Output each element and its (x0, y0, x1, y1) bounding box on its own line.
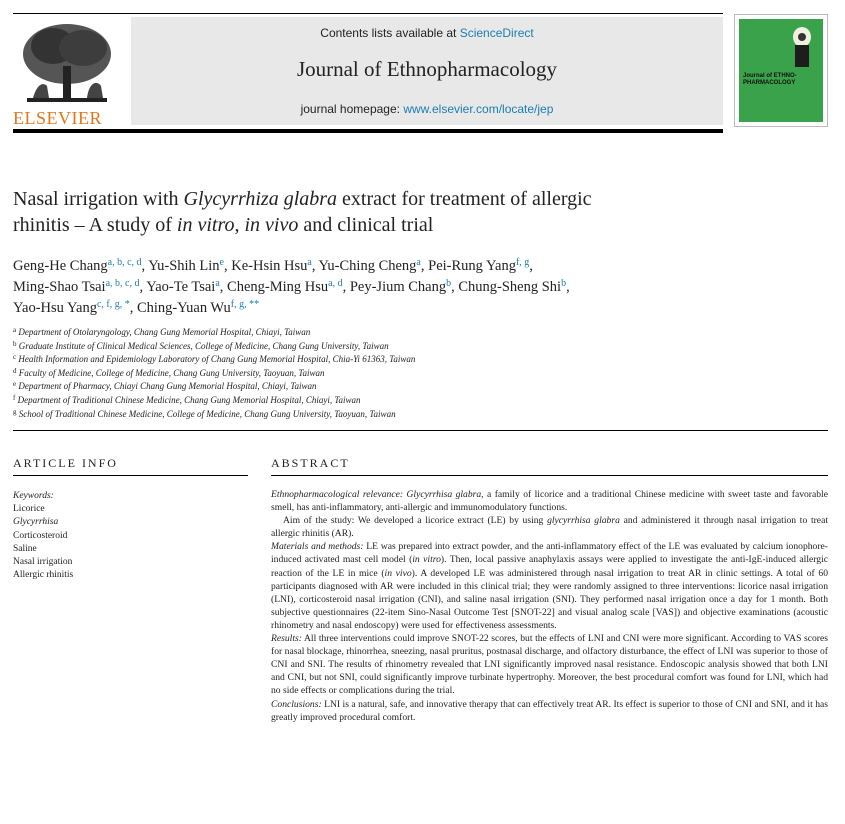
author[interactable]: Ke-Hsin Hsu$^a$ (231, 257, 312, 274)
keyword: Glycyrrhisa (13, 517, 59, 528)
abstract-conclusions: Conclusions: LNI is a natural, safe, and innovative therapy that can effectively treat AR. Its effect is superior to those of CNI and SNI, and it has greatly improved procedural comfort. (271, 698, 828, 723)
author[interactable]: Yao-Hsu Yang$^{c, f, g, *}$ (13, 299, 130, 316)
publisher-name: ELSEVIER (13, 108, 102, 128)
contents-line: Contents lists available at ScienceDirect (320, 26, 534, 40)
journal-banner (131, 17, 723, 125)
abstract-aim: Aim of the study: We developed a licorice extract (LE) by using glycyrrhisa glabra and administered it through nasal irrigation to treat allergic rhinitis (AR). (271, 515, 828, 540)
header-top-rule (13, 13, 723, 14)
affiliation: $^d$ Faculty of Medicine, College of Medicine, Chang Gung University, Taoyuan, Taiwan (13, 366, 325, 378)
keyword: Corticosteroid (13, 530, 68, 541)
cover-title: Journal of ETHNO-PHARMACOLOGY (743, 73, 797, 86)
author[interactable]: Ching-Yuan $Wu^{f, g, **}$ (136, 299, 260, 316)
homepage-link[interactable]: www.elsevier.com/locate/jep (403, 102, 554, 116)
affiliation: $^f$ Department of Traditional Chinese Medicine, Chang Gung Memorial Hospital, Chiayi, Taiwan (13, 393, 361, 405)
homepage-line: journal homepage: www.elsevier.com/locate/jep (300, 102, 554, 116)
article-info-heading: ARTICLE INFO (13, 456, 118, 470)
abstract-results: Results: All three interventions could improve SNOT-22 scores, but the effects of LNI and CNI were more significant. According to VAS scores for nasal blockage, rhinorrhea, sneezing, nasal pruritus, postnasal discharge, and olfactory disturbance, the effect of LNI was superior to those of CNI and SNI. The results of rhinometry revealed that LNI significantly improved nasal resistance. Endoscopic analysis showed that both LNI and CNI, but not SNI, could significantly improve turbinate hypertrophy. Moreover, the best procedural comfort was found for LNI, which had no side effects or complications during the trial. (271, 633, 828, 697)
affiliation-rule (13, 430, 828, 431)
author[interactable]: Yao-Te Tsai$^a$ (146, 278, 220, 295)
article-info-rule (13, 475, 248, 476)
affiliation: $^c$ Health Information and Epidemiology Laboratory of Chang Gung Memorial Hospital, Chia-Yi 61363, Taiwan (13, 353, 416, 365)
journal-title: Journal of Ethnopharmacology (296, 57, 558, 81)
author[interactable]: Yu-Shih Lin$^e$ (148, 257, 224, 274)
keyword: Licorice (13, 504, 45, 515)
abstract-methods: Materials and methods: LE was prepared into extract powder, and the anti-inflammatory effect of the LE was evaluated by calcium ionophore-induced activated mast cell model (in vitro). Then, local passive anaphylaxis assays were applied to investigate the anti-IgE-induced allergic reaction of the LE in mice (in vivo). A developed LE was administered through nasal irrigation to treat AR in clinic settings. A total of 60 participants diagnosed with AR were included in this clinical trial; they were randomly assigned to three interventions: licorice nasal irrigation (LNI), corticosteroid nasal irrigation (CNI), and saline nasal irrigation (SNI). They performed nasal irrigation once a day for 1 month. Both subjective questionnaires (22-item Sino-Nasal Outcome Test [SNOT-22] and visual analog scale [VAS]) and objective examinations (acoustic rhinometry and nasal endoscopy) were used for effectiveness assessments. (271, 541, 828, 631)
affiliation: $^b$ Graduate Institute of Clinical Medical Sciences, College of Medicine, Chang Gung University, Taiwan (13, 339, 389, 351)
author[interactable]: Pei-Rung Yang$^{f, g}$ (428, 257, 530, 274)
affiliation-list (13, 326, 733, 421)
abstract-body (271, 488, 828, 724)
author[interactable]: Yu-Ching Cheng$^a$ (318, 257, 421, 274)
affiliation: $^e$ Department of Pharmacy, Chiayi Chang Gung Memorial Hospital, Chiayi, Taiwan (13, 380, 317, 392)
keyword: Saline (13, 543, 37, 554)
affiliation: $^a$ Department of Otolaryngology, Chang Gung Memorial Hospital, Chiayi, Taiwan (13, 326, 311, 337)
journal-cover (734, 14, 828, 127)
keyword: Nasal irrigation (13, 557, 73, 568)
header-bottom-rule (13, 129, 723, 133)
author[interactable]: Pey-Jium Chang$^b$ (349, 278, 452, 295)
keywords-block (13, 490, 243, 582)
keyword: Allergic rhinitis (13, 570, 74, 581)
author[interactable]: Cheng-Ming Hsu$^{a, d}$ (227, 278, 343, 295)
author-list: Geng-He Chang$^{a, b, c, d}$, Yu-Shih Lin$^e$, Ke-Hsin Hsu$^a$, Yu-Ching Cheng$^a$, Pei-Rung Yang$^{f, g}$, Ming-Shao Tsai$^{a, b, c, d}$, Yao-Te Tsai$^a$, Cheng-Ming Hsu$^{a, d}$, Pey-Jium Chang$^b$, Chung-Sheng Shi$^b$, Yao-Hsu Yang$^{c, f, g, *}$, Ching-Yuan $Wu^{f, g, **}$ (13, 257, 570, 316)
cover-illustration-icon (787, 25, 817, 69)
sciencedirect-link[interactable]: ScienceDirect (459, 26, 534, 40)
affiliation: $^g$ School of Traditional Chinese Medicine, College of Medicine, Chang Gung University, Taoyuan, Taiwan (13, 407, 396, 419)
keywords-label: Keywords: (13, 491, 54, 501)
abstract-relevance: Ethnopharmacological relevance: Glycyrrhisa glabra, a family of licorice and a traditional Chinese medicine with sweet taste and favorable smell, has anti-inflammatory, anti-allergic and immunomodulatory functions. (271, 489, 828, 514)
article-title: Nasal irrigation with Glycyrrhiza glabra extract for treatment of allergic rhinitis – A study of in vitro, in vivo and clinical trial (13, 188, 592, 236)
author[interactable]: Ming-Shao Tsai$^{a, b, c, d}$ (13, 278, 140, 295)
author[interactable]: Geng-He Chang$^{a, b, c, d}$ (13, 257, 142, 274)
abstract-heading: ABSTRACT (271, 456, 350, 470)
author[interactable]: Chung-Sheng Shi$^b$ (458, 278, 567, 295)
abstract-rule (271, 475, 828, 476)
